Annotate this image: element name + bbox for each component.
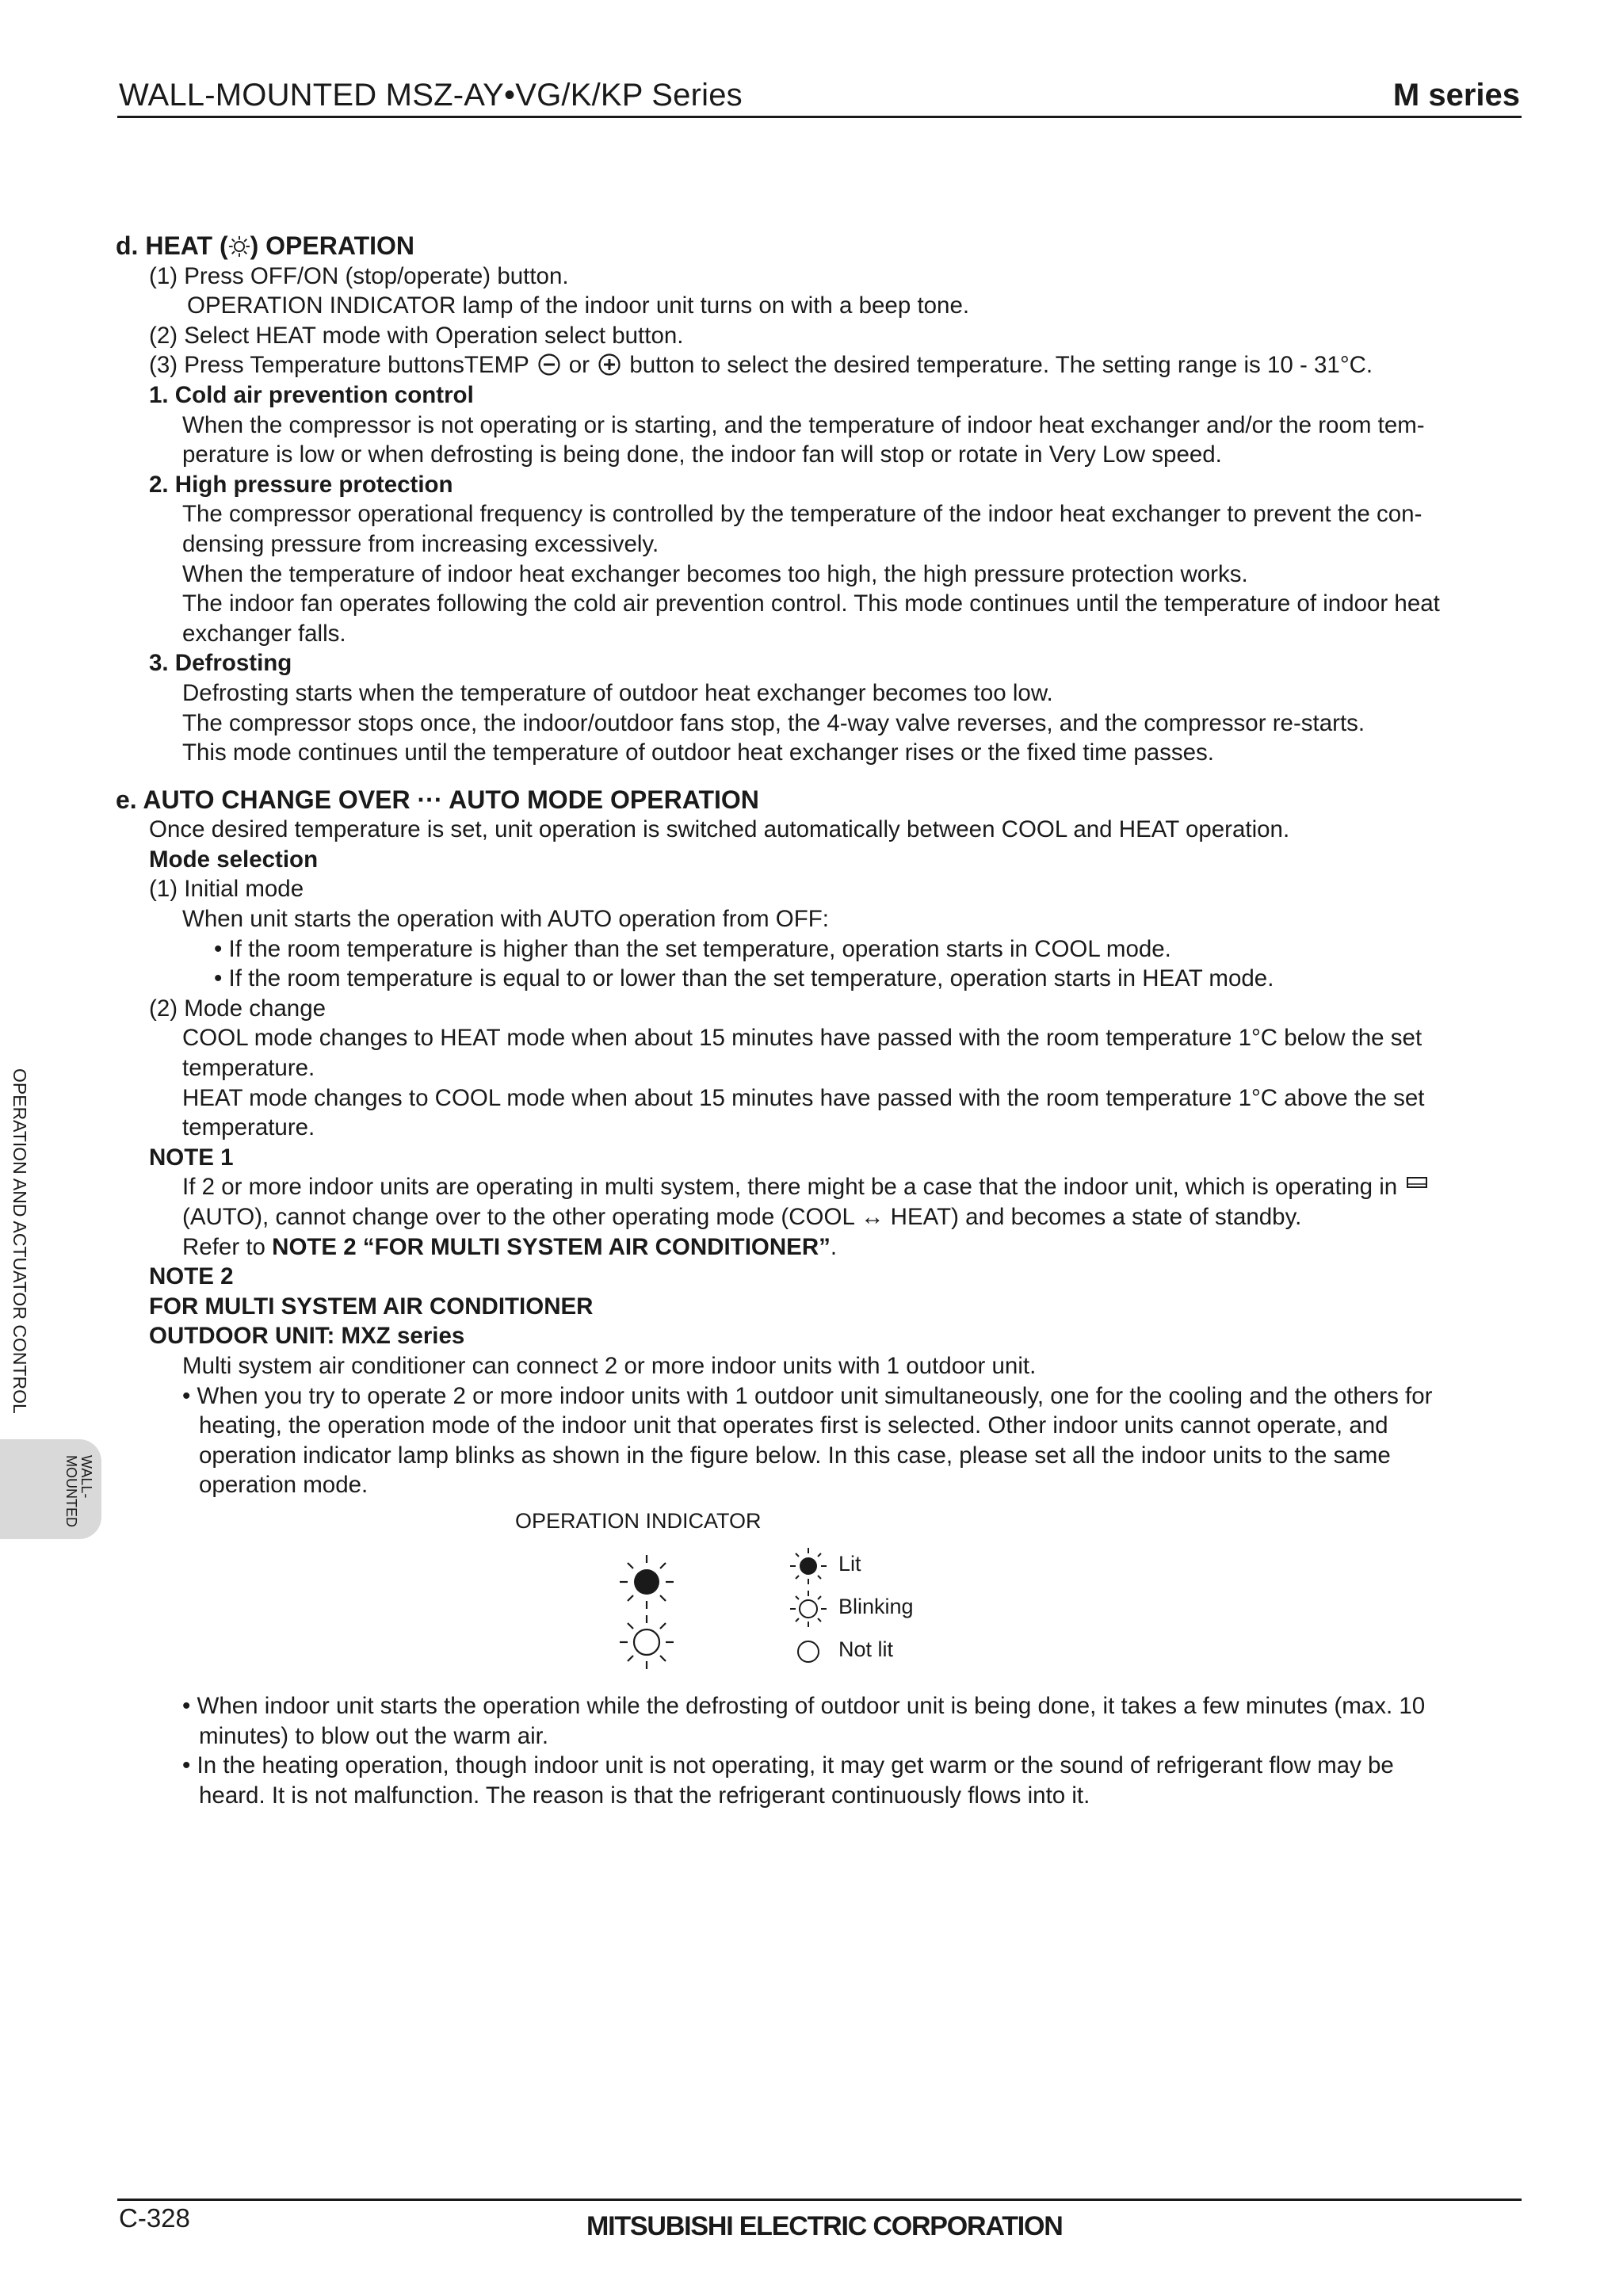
- high-pressure-line5: exchanger falls.: [182, 620, 346, 647]
- note1-line1: If 2 or more indoor units are operating in multi system, there might be a case that the indoor unit, which is operating in: [116, 1172, 1526, 1202]
- note2-reference: NOTE 2 “FOR MULTI SYSTEM AIR CONDITIONER”: [272, 1233, 831, 1260]
- mode-change-line3: HEAT mode changes to COOL mode when about 15 minutes have passed with the room temperature 1°C above the set: [182, 1084, 1425, 1111]
- cold-air-line1: When the compressor is not operating or is starting, and the temperature of indoor heat exchanger and/or the room tem-: [182, 411, 1425, 438]
- footer-divider: [117, 2199, 1522, 2201]
- note2-bullet3-line1: • In the heating operation, though indoor unit is not operating, it may get warm or the sound of refrigerant flow may be: [182, 1752, 1394, 1779]
- note2-subheading2: OUTDOOR UNIT: MXZ series: [149, 1323, 465, 1350]
- subheading-cold-air: 1. Cold air prevention control: [149, 381, 474, 408]
- note2-bullet1-line2: heating, the operation mode of the indoor unit that operates first is selected. Other indoor units cannot operate, and: [199, 1412, 1388, 1439]
- high-pressure-line2: densing pressure from increasing excessively.: [182, 530, 659, 557]
- legend-not-lit-icon: [788, 1631, 829, 1672]
- subheading-high-pressure: 2. High pressure protection: [149, 471, 453, 498]
- subheading-defrosting: 3. Defrosting: [149, 650, 292, 677]
- note2-bullet1-line1: • When you try to operate 2 or more indoor units with 1 outdoor unit simultaneously, one for the cooling and the others for: [182, 1382, 1433, 1409]
- legend-not-lit-label: Not lit: [838, 1637, 894, 1661]
- note2-heading: NOTE 2: [149, 1263, 234, 1290]
- footer-corporation: MITSUBISHI ELECTRIC CORPORATION: [586, 2211, 1063, 2241]
- section-e-title: e. AUTO CHANGE OVER ··· AUTO MODE OPERATION: [116, 785, 759, 814]
- indicator-lamp-lit-icon: [620, 1555, 674, 1609]
- note2-line1: Multi system air conditioner can connect 2 or more indoor units with 1 outdoor unit.: [182, 1352, 1037, 1379]
- page-content: [116, 231, 1526, 1500]
- high-pressure-line4: The indoor fan operates following the cold air prevention control. This mode continues until the temperature of indoor heat: [182, 590, 1440, 617]
- initial-mode-bullet1: • If the room temperature is higher than the set temperature, operation starts in COOL mode.: [214, 935, 1171, 962]
- side-section-label: OPERATION AND ACTUATOR CONTROL: [10, 1068, 30, 1414]
- side-tab-line1: WALL-: [78, 1455, 94, 1499]
- initial-mode-bullet2: • If the room temperature is equal to or lower than the set temperature, operation starts in HEAT mode.: [214, 965, 1274, 992]
- section-d-title: d. HEAT ( ) OPERATION: [116, 231, 415, 260]
- legend-lit-label: Lit: [838, 1552, 861, 1576]
- cold-air-line2: perature is low or when defrosting is being done, the indoor fan will stop or rotate in Very Low speed.: [182, 441, 1222, 468]
- header-title: WALL-MOUNTED MSZ-AY•VG/K/KP Series: [119, 78, 743, 113]
- post-figure-notes: [116, 1691, 1526, 1810]
- subheading-mode-selection: Mode selection: [149, 846, 319, 873]
- page-number: C-328: [119, 2203, 190, 2233]
- mode-change-line1: COOL mode changes to HEAT mode when about 15 minutes have passed with the room temperature 1°C below the set: [182, 1025, 1423, 1052]
- step-3: (3) Press Temperature buttonsTEMP or button to select the desired temperature. The setting range is 10 - 31°C.: [149, 352, 1373, 379]
- legend-lit-icon: [788, 1545, 829, 1587]
- side-tab-label: [63, 1455, 94, 1527]
- minus-button-icon: [537, 353, 561, 376]
- mode-change-line2: temperature.: [182, 1055, 315, 1082]
- indicator-figure: [610, 1552, 689, 1677]
- legend-blinking-icon: [788, 1588, 829, 1629]
- indicator-lamp-blinking-icon: [620, 1615, 674, 1669]
- step-1: (1) Press OFF/ON (stop/operate) button.: [149, 262, 569, 289]
- initial-mode: (1) Initial mode: [149, 876, 304, 903]
- mode-change-line4: temperature.: [182, 1114, 315, 1141]
- note2-bullet2-line2: minutes) to blow out the warm air.: [199, 1722, 549, 1749]
- mode-change: (2) Mode change: [149, 995, 327, 1022]
- defrosting-line2: The compressor stops once, the indoor/outdoor fans stop, the 4-way valve reverses, and the compressor re-starts.: [182, 709, 1365, 736]
- header-series: M series: [1392, 78, 1520, 113]
- auto-mode-icon: [1405, 1172, 1429, 1196]
- figure-title: OPERATION INDICATOR: [515, 1509, 762, 1533]
- note2-subheading1: FOR MULTI SYSTEM AIR CONDITIONER: [149, 1293, 594, 1320]
- legend-blinking-label: Blinking: [838, 1595, 914, 1618]
- step-2: (2) Select HEAT mode with Operation select button.: [149, 322, 684, 349]
- initial-mode-line1: When unit starts the operation with AUTO operation from OFF:: [182, 906, 829, 933]
- step-1-detail: OPERATION INDICATOR lamp of the indoor unit turns on with a beep tone.: [187, 292, 970, 319]
- high-pressure-line3: When the temperature of indoor heat exchanger becomes too high, the high pressure protection works.: [182, 560, 1248, 587]
- plus-button-icon: [598, 353, 621, 376]
- defrosting-line3: This mode continues until the temperature of outdoor heat exchanger rises or the fixed time passes.: [182, 739, 1214, 766]
- side-tab-line2: MOUNTED: [63, 1455, 79, 1527]
- note2-bullet3-line2: heard. It is not malfunction. The reason is that the refrigerant continuously flows into it.: [199, 1782, 1090, 1809]
- heat-sun-icon: [228, 235, 250, 258]
- header-divider: [117, 116, 1522, 118]
- note1-line3: Refer to NOTE 2 “FOR MULTI SYSTEM AIR CONDITIONER”.: [182, 1233, 838, 1260]
- note2-bullet1-line4: operation mode.: [199, 1472, 369, 1499]
- note1-line2: (AUTO), cannot change over to the other operating mode (COOL ↔ HEAT) and becomes a state of standby.: [182, 1204, 1302, 1230]
- high-pressure-line1: The compressor operational frequency is controlled by the temperature of the indoor heat exchanger to prevent the con-: [182, 501, 1423, 528]
- defrosting-line1: Defrosting starts when the temperature of outdoor heat exchanger becomes too low.: [182, 679, 1053, 706]
- auto-intro: Once desired temperature is set, unit operation is switched automatically between COOL and HEAT operation.: [149, 816, 1290, 843]
- note1-heading: NOTE 1: [149, 1144, 234, 1171]
- note2-bullet1-line3: operation indicator lamp blinks as shown in the figure below. In this case, please set all the indoor units to the same: [199, 1442, 1391, 1469]
- note2-bullet2-line1: • When indoor unit starts the operation while the defrosting of outdoor unit is being done, it takes a few minutes (max. 10: [182, 1693, 1426, 1719]
